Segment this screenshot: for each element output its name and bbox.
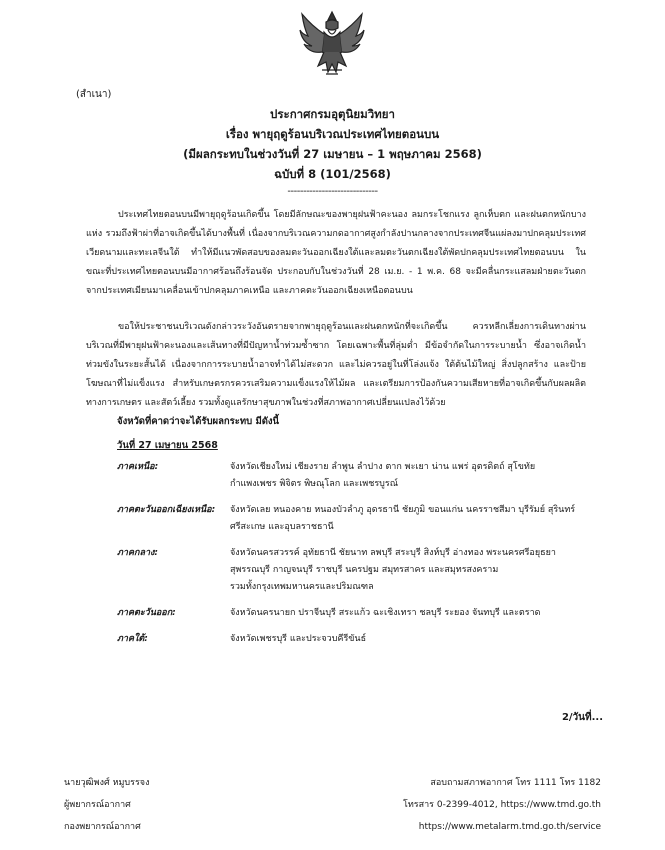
region-east: [117, 605, 592, 622]
province-line: ศรีสะเกษ และอุบลราชธานี: [230, 522, 334, 532]
province-line: จังหวัดเชียงใหม่ เชียงราย ลำพูน ลำปาง ตาก พะเยา น่าน แพร่ อุตรดิตถ์ สุโขทัย: [230, 462, 536, 472]
contact-phone: สอบถามสภาพอากาศ โทร 1111 โทร 1182: [430, 778, 601, 788]
continued-marker: 2/วันที่...: [561, 712, 603, 723]
region-provinces: [230, 631, 592, 648]
region-north: [117, 459, 592, 493]
date-heading: วันที่ 27 เมษายน 2568: [117, 440, 218, 451]
region-northeast: [117, 502, 592, 536]
issue-number: ฉบับที่ 8 (101/2568): [274, 167, 391, 181]
effective-period: (มีผลกระทบในช่วงวันที่ 27 เมษายน – 1 พฤษภาคม 2568): [183, 147, 482, 161]
signatory-name: นายวุฒิพงศ์ หมูบรรจง: [64, 778, 150, 788]
garuda-emblem-icon: [298, 8, 366, 78]
region-south: [117, 631, 592, 648]
region-provinces: [230, 605, 592, 622]
province-line: จังหวัดเพชรบุรี และประจวบคีรีขันธ์: [230, 634, 367, 644]
footer-signatory: [64, 772, 149, 838]
separator-line: -----------------------------: [287, 186, 378, 197]
contact-service-link[interactable]: https://www.metalarm.tmd.go.th/service: [418, 822, 601, 832]
region-central: [117, 545, 592, 596]
region-provinces: [230, 459, 592, 493]
region-name: ภาคตะวันออกเฉียงเหนือ:: [117, 505, 216, 515]
footer-contact: [403, 772, 601, 838]
region-provinces: [230, 502, 592, 536]
situation-paragraph: ประเทศไทยตอนบนมีพายุฤดูร้อนเกิดขึ้น โดยมีลักษณะของพายุฝนฟ้าคะนอง ลมกระโชกแรง ลูกเห็บตก และฝนตกหนักบางแห่ง รวมถึงฟ้าผ่าที่อาจเกิดขึ้นได้บางพื้นที่ เนื่องจากบริเวณความกดอากาศสูงกำลังปานกลางจากประเทศจีนแผ่ลงมาปกคลุมประเทศเวียดนามและทะเลจีนใต้ ทำให้มีแนวพัดสอบของลมตะวันออกเฉียงใต้และลมตะวันตกเฉียงใต้พัดปกคลุมประเทศไทยตอนบน ในขณะที่ประเทศไทยตอนบนมีอากาศร้อนถึงร้อนจัด ประกอบกับในช่วงวันที่ 28 เม.ย. - 1 พ.ค. 68 จะมีคลื่นกระแสลมฝ่ายตะวันตกจากประเทศเมียนมาเคลื่อนเข้าปกคลุมภาคเหนือ และภาคตะวันออกเฉียงเหนือตอนบน: [86, 210, 586, 296]
province-line: จังหวัดนครนายก ปราจีนบุรี สระแก้ว ฉะเชิงเทรา ชลบุรี ระยอง จันทบุรี และตราด: [230, 608, 541, 618]
agency-title: ประกาศกรมอุตุนิยมวิทยา: [270, 107, 395, 121]
province-line: จังหวัดนครสวรรค์ อุทัยธานี ชัยนาท ลพบุรี สระบุรี สิงห์บุรี อ่างทอง พระนครศรีอยุธยา: [230, 548, 556, 558]
signatory-position: ผู้พยากรณ์อากาศ: [64, 800, 131, 810]
region-name: ภาคกลาง:: [117, 548, 159, 558]
province-line: สุพรรณบุรี กาญจนบุรี ราชบุรี นครปฐม สมุทรสาคร และสมุทรสงคราม: [230, 565, 499, 575]
province-line: กำแพงเพชร พิจิตร พิษณุโลก และเพชรบูรณ์: [230, 479, 399, 489]
province-line: จังหวัดเลย หนองคาย หนองบัวลำภู อุดรธานี ชัยภูมิ ขอนแก่น นครราชสีมา บุรีรัมย์ สุรินทร์: [230, 505, 576, 515]
copy-label: (สำเนา): [76, 89, 112, 100]
contact-fax-website[interactable]: โทรสาร 0-2399-4012, https://www.tmd.go.th: [403, 800, 601, 810]
affected-provinces-heading: จังหวัดที่คาดว่าจะได้รับผลกระทบ มีดังนี้: [117, 416, 280, 427]
region-name: ภาคเหนือ:: [117, 462, 159, 472]
signatory-division: กองพยากรณ์อากาศ: [64, 822, 141, 832]
region-name: ภาคตะวันออก:: [117, 608, 176, 618]
region-name: ภาคใต้:: [117, 634, 148, 644]
subject-title: เรื่อง พายุฤดูร้อนบริเวณประเทศไทยตอนบน: [225, 127, 440, 141]
regions-list: [117, 459, 592, 657]
advice-paragraph: ขอให้ประชาชนบริเวณดังกล่าวระวังอันตรายจากพายุฤดูร้อนและฝนตกหนักที่จะเกิดขึ้น ควรหลีกเลี่ยงการเดินทางผ่านบริเวณที่มีพายุฝนฟ้าคะนองและเส้นทางที่มีปัญหาน้ำท่วมซ้ำซาก โดยเฉพาะพื้นที่ลุ่มต่ำ มีข้อจำกัดในการระบายน้ำ ซึ่งอาจเกิดน้ำท่วมขังในระยะสั้นได้ เนื่องจากการระบายน้ำอาจทำได้ไม่สะดวก และไม่ควรอยู่ในที่โล่งแจ้ง ใต้ต้นไม้ใหญ่ สิ่งปลูกสร้าง และป้ายโฆษณาที่ไม่แข็งแรง สำหรับเกษตรกรควรเสริมความแข็งแรงให้ไม้ผล และเตรียมการป้องกันความเสียหายที่อาจเกิดขึ้นกับผลผลิตทางการเกษตร และสัตว์เลี้ยง รวมทั้งดูแลรักษาสุขภาพในช่วงที่สภาพอากาศเปลี่ยนแปลงไว้ด้วย: [86, 322, 586, 408]
province-line: รวมทั้งกรุงเทพมหานครและปริมณฑล: [230, 582, 374, 592]
region-provinces: [230, 545, 592, 596]
